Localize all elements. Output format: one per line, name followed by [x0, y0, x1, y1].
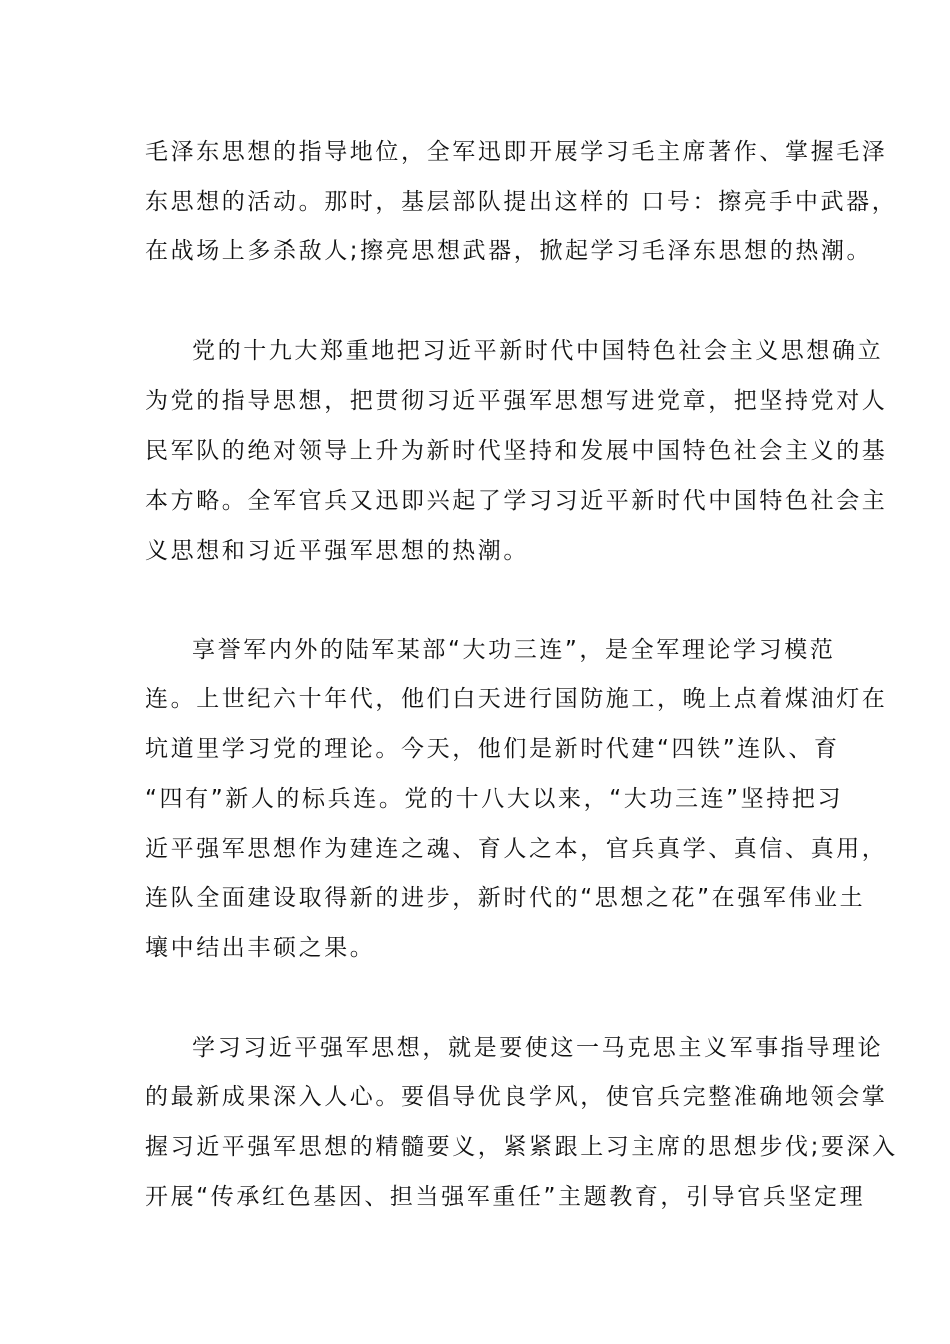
paragraph-2-line-1: 党的十九大郑重地把习近平新时代中国特色社会主义思想确立	[192, 338, 884, 364]
paragraph-3-line-6: 连队全面建设取得新的进步，新时代的“思想之花”在强军伟业土	[145, 885, 866, 911]
paragraph-2-line-5: 义思想和习近平强军思想的热潮。	[145, 538, 529, 564]
paragraph-2-line-3: 民军队的绝对领导上升为新时代坚持和发展中国特色社会主义的基	[145, 438, 888, 464]
paragraph-3-line-1: 享誉军内外的陆军某部“大功三连”，是全军理论学习模范	[192, 637, 836, 663]
paragraph-1-line-2: 东思想的活动。那时，基层部队提出这样的 口号：擦亮手中武器，	[145, 189, 898, 215]
paragraph-4-line-3: 握习近平强军思想的精髓要义，紧紧跟上习主席的思想步伐;要深入	[145, 1134, 898, 1160]
paragraph-4-line-2: 的最新成果深入人心。要倡导优良学风，使官兵完整准确地领会掌	[145, 1084, 888, 1110]
paragraph-2-line-4: 本方略。全军官兵又迅即兴起了学习习近平新时代中国特色社会主	[145, 488, 888, 514]
paragraph-3-line-3: 坑道里学习党的理论。今天，他们是新时代建“四铁”连队、育	[145, 736, 840, 762]
paragraph-4-line-4: 开展“传承红色基因、担当强军重任”主题教育，引导官兵坚定理	[145, 1184, 866, 1210]
paragraph-4-line-1: 学习习近平强军思想，就是要使这一马克思主义军事指导理论	[192, 1035, 884, 1061]
paragraph-1-line-3: 在战场上多杀敌人;擦亮思想武器，掀起学习毛泽东思想的热潮。	[145, 238, 873, 264]
paragraph-3-line-2: 连。上世纪六十年代，他们白天进行国防施工，晚上点着煤油灯在	[145, 686, 888, 712]
paragraph-3-line-4: “四有”新人的标兵连。党的十八大以来，“大功三连”坚持把习	[145, 786, 844, 812]
paragraph-2-line-2: 为党的指导思想，把贯彻习近平强军思想写进党章，把坚持党对人	[145, 388, 888, 414]
paragraph-3-line-5: 近平强军思想作为建连之魂、育人之本，官兵真学、真信、真用，	[145, 836, 888, 862]
paragraph-3-line-7: 壤中结出丰硕之果。	[145, 935, 376, 961]
paragraph-1-line-1: 毛泽东思想的指导地位，全军迅即开展学习毛主席著作、掌握毛泽	[145, 139, 888, 165]
